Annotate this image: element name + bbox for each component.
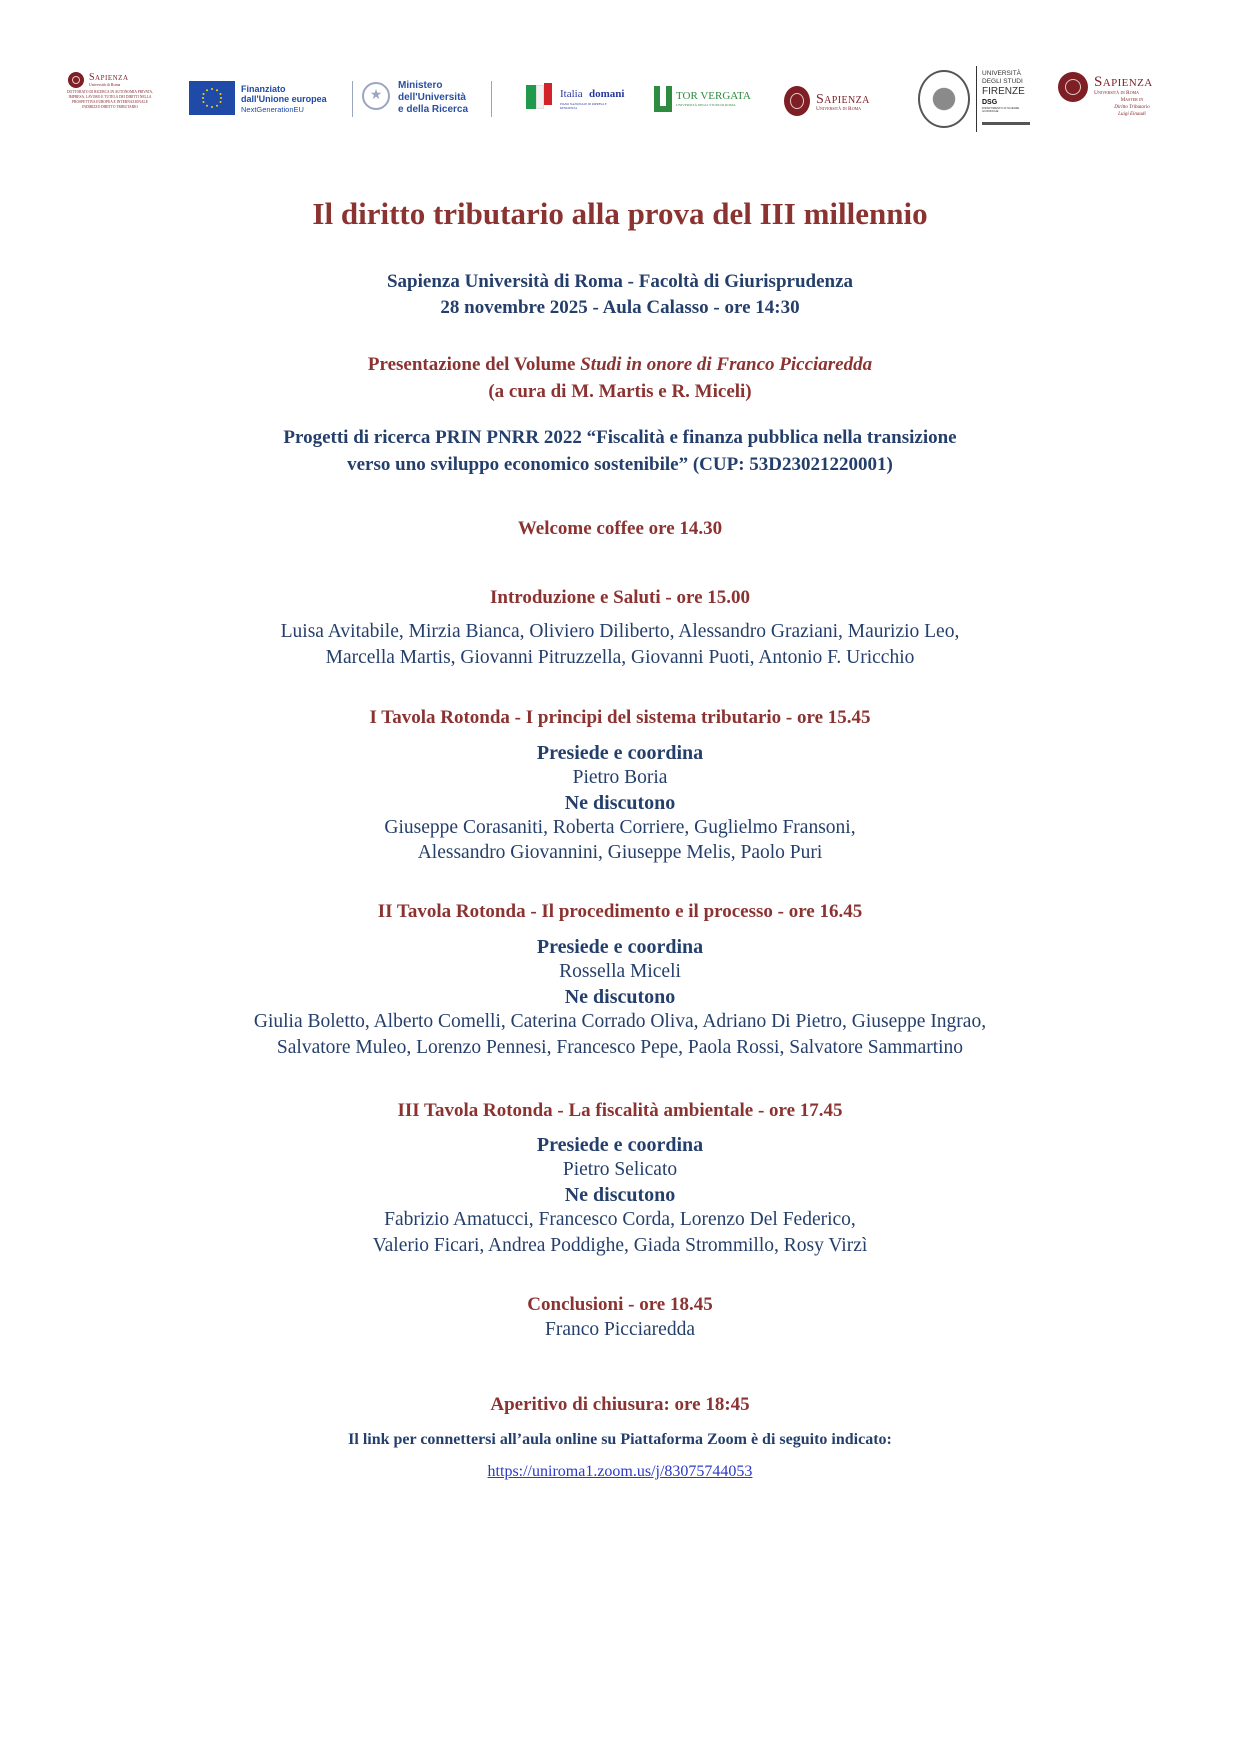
firenze-seal-icon [918,70,970,128]
master-line2: Diritto Tributario [1114,105,1150,110]
eu-line1: Finanziato [241,84,286,94]
roundtable-3-chair-label: Presiede e coordina [536,1134,704,1156]
logo-caption-3: PROSPETTIVA EUROPEA E INTERNAZIONALE [72,100,148,104]
logo-sapienza [784,86,904,116]
roundtable-1-panel-2: Alessandro Giovannini, Giuseppe Melis, Paolo Puri [417,842,823,863]
logo-sapienza-sub: Università di Roma [89,82,121,87]
ministero-line3: e della Ricerca [398,104,469,115]
eu-line2: dall'Unione europea [241,94,327,104]
torvergata-mark-icon [654,86,672,112]
roundtable-3-chair: Pietro Selicato [562,1159,678,1180]
zoom-info: Il link per connettersi all’aula online su Piattaforma Zoom è di seguito indicato: [348,1431,892,1448]
firenze-line3: FIRENZE [982,86,1025,97]
master-line1: Master in [1120,98,1144,103]
zoom-link[interactable]: https://uniroma1.zoom.us/j/83075744053 [487,1463,753,1480]
emblem-italy-icon: ★ [362,82,390,110]
logo-divider [491,81,492,117]
roundtable-1-heading: I Tavola Rotonda - I principi del sistema tributario - ore 15.45 [369,707,871,728]
roundtable-2-panel-2: Salvatore Muleo, Lorenzo Pennesi, Francesco Pepe, Paola Rossi, Salvatore Sammartino [276,1037,964,1058]
italiadomani-sub: PIANO NAZIONALE DI RIPRESA E RESILIENZA [560,102,607,110]
roundtable-3-panel-label: Ne discutono [564,1184,676,1206]
roundtable-2-chair-label: Presiede e coordina [536,936,704,958]
roundtable-3-heading: III Tavola Rotonda - La fiscalità ambientale - ore 17.45 [397,1100,843,1121]
logo-divider [352,81,353,117]
sapienza-seal-icon [784,86,810,116]
closing-aperitivo: Aperitivo di chiusura: ore 18:45 [490,1394,750,1415]
conclusions-heading: Conclusioni - ore 18.45 [527,1294,713,1315]
presentation-prefix: Presentazione del Volume [367,354,581,375]
logo-sapienza-name: Sapienza [816,92,870,107]
project-line-1: Progetti di ricerca PRIN PNRR 2022 “Fiscalità e finanza pubblica nella transizione [283,427,957,448]
welcome-coffee: Welcome coffee ore 14.30 [517,518,723,539]
firenze-divider [976,66,977,132]
roundtable-2-panel-1: Giulia Boletto, Alberto Comelli, Caterina Corrado Oliva, Adriano Di Pietro, Giuseppe Ingrao, [253,1011,987,1032]
ministero-line1: Ministero [398,80,443,91]
logo-sapienza-name: Sapienza [1094,74,1153,90]
roundtable-1-chair: Pietro Boria [572,767,668,788]
venue-line: Sapienza Università di Roma - Facoltà di Giurisprudenza [386,271,854,292]
logo-firenze [918,66,1038,136]
roundtable-1-chair-label: Presiede e coordina [536,742,704,764]
firenze-line2: DEGLI STUDI [982,78,1023,85]
logo-strip [0,60,1240,150]
intro-names-1: Luisa Avitabile, Mirzia Bianca, Oliviero Diliberto, Alessandro Graziani, Maurizio Leo, [280,621,960,642]
zoom-link-row [0,1464,1240,1480]
logo-italiadomani [516,80,636,120]
italiadomani-name-a: Italia [560,88,583,100]
logo-sapienza-name: Sapienza [89,72,129,83]
roundtable-2-heading: II Tavola Rotonda - Il procedimento e il processo - ore 16.45 [377,901,863,922]
roundtable-3-panel-2: Valerio Ficari, Andrea Poddighe, Giada Strommillo, Rosy Virzì [372,1235,868,1256]
firenze-dept: DSG [982,99,998,106]
logo-sapienza-sub: Università di Roma [1094,90,1140,96]
roundtable-3-panel-1: Fabrizio Amatucci, Francesco Corda, Lorenzo Del Federico, [384,1209,856,1230]
firenze-line1: UNIVERSITÀ [982,70,1022,77]
logo-sapienza-sub: Università di Roma [816,106,862,112]
logo-sapienza-master [1058,72,1178,132]
sapienza-seal-icon [68,72,84,88]
eu-line3: NextGenerationEU [241,105,304,114]
logo-torvergata [654,86,774,116]
page-title: Il diritto tributario alla prova del III millennio [312,196,928,231]
logo-ministero [360,78,490,118]
logo-caption-2: IMPRESA, LAVORO E TUTELA DEI DIRITTI NELLA [68,95,152,99]
roundtable-1-panel-label: Ne discutono [564,792,676,814]
torvergata-name: TOR VERGATA [676,90,751,102]
roundtable-2-chair: Rossella Miceli [559,961,681,982]
sapienza-seal-icon [1058,72,1088,102]
torvergata-sub: UNIVERSITÀ DEGLI STUDI DI ROMA [676,103,736,107]
intro-names-2: Marcella Martis, Giovanni Pitruzzella, Giovanni Puoti, Antonio F. Uricchio [325,647,915,668]
book-title: Studi in onore di Franco Picciaredda [580,354,873,375]
project-line-2: verso uno sviluppo economico sostenibile” (CUP: 53D23021220001) [347,454,893,475]
italiadomani-name-b: domani [589,88,625,100]
logo-eu [189,81,339,115]
date-line: 28 novembre 2025 - Aula Calasso - ore 14:30 [440,297,800,318]
roundtable-1-panel-1: Giuseppe Corasaniti, Roberta Corriere, Guglielmo Fransoni, [384,817,856,838]
editors-line: (a cura di M. Martis e R. Miceli) [488,381,752,402]
logo-sapienza-dottorato [62,72,172,122]
roundtable-2-panel-label: Ne discutono [564,986,676,1008]
firenze-dept-sub: DIPARTIMENTO DI SCIENZE GIURIDICHE [982,106,1020,114]
ministero-line2: dell'Università [398,92,466,103]
eu-flag-icon [189,81,235,115]
conclusions-speaker: Franco Picciaredda [545,1319,695,1340]
presentation-line [0,355,1240,374]
intro-heading: Introduzione e Saluti - ore 15.00 [489,587,751,608]
logo-caption-4: INDIRIZZO DIRITTO TRIBUTARIO [82,105,138,109]
master-line3: Luigi Einaudi [1118,112,1146,117]
italiadomani-flag-icon [526,83,552,109]
logo-caption-1: DOTTORATO DI RICERCA IN AUTONOMIA PRIVATA, [67,90,153,94]
firenze-bar [982,122,1030,125]
